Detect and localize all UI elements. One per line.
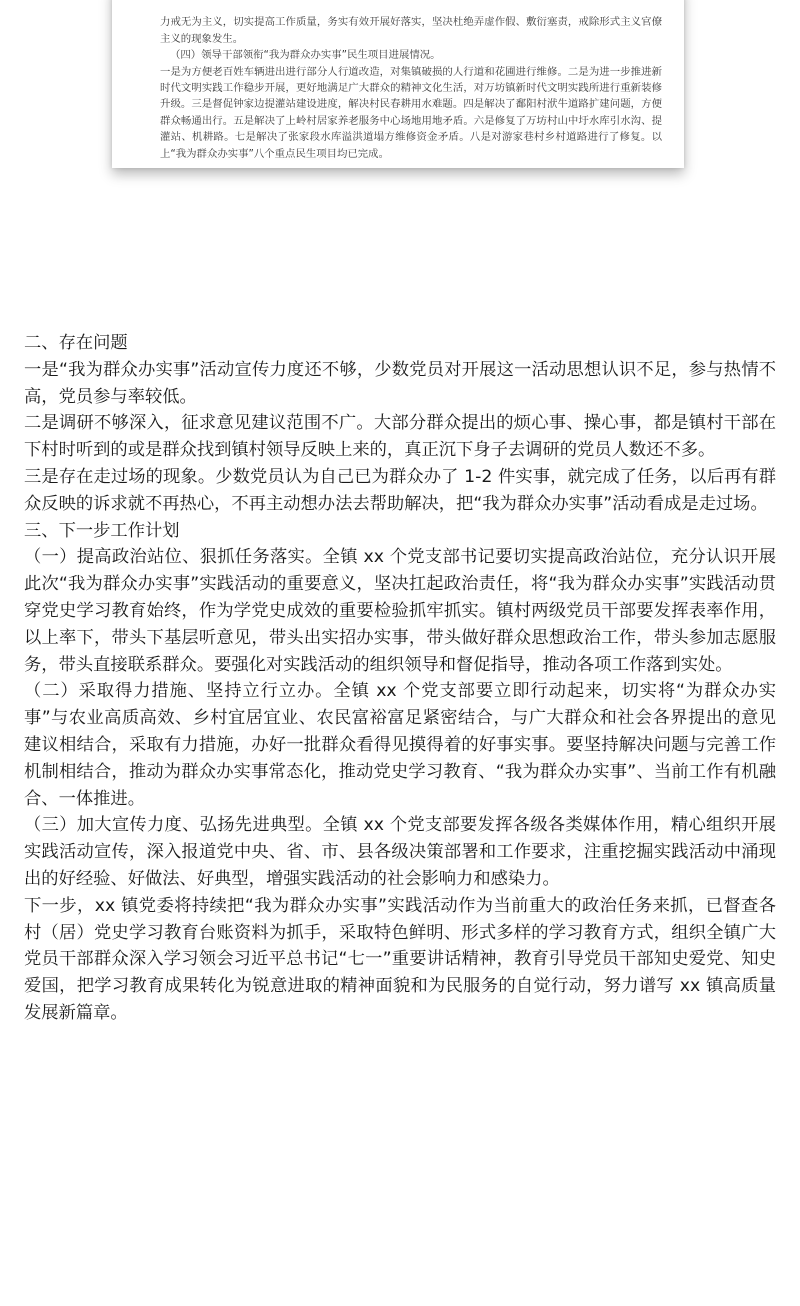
paragraph-problem-2: 二是调研不够深入，征求意见建议范围不广。大部分群众提出的烦心事、操心事，都是镇村干部在下村时听到的或是群众找到镇村领导反映上来的，真正沉下身子去调研的党员人数还不多。 — [24, 413, 776, 461]
preview-body: 一是为方便老百姓车辆进出进行部分人行道改造，对集镇破损的人行道和花圃进行维修。二是为进一步推进新时代文明实践工作稳步开展，更好地满足广大群众的精神文化生活，对万坊镇新时代文明实践所进行重新装修升级。三是督促钟家边提灌站建设进度，解决村民春耕用水难题。四是解决了鄱阳村洑牛道路扩建问题，方便群众畅通出行。五是解决了上岭村居家养老服务中心场地用地矛盾。六是修复了万坊村山中圩水库引水沟、提灌站、机耕路。七是解决了张家段水库溢洪道塌方维修资金矛盾。八是对游家巷村乡村道路进行了修复。以上“我为群众办实事”八个重点民生项目均已完成。 — [160, 65, 662, 160]
paragraph-problem-3: 三是存在走过场的现象。少数党员认为自己已为群众办了 1-2 件实事，就完成了任务，以后再有群众反映的诉求就不再热心，不再主动想办法去帮助解决，把“我为群众办实事”活动看成是走过场。 — [24, 466, 776, 514]
preview-cut-line: 力戒无为主义，切实提高工作质量，务实有效开展好落实，坚决杜绝弄虚作假、敷衍塞责，戒除形式主义官僚主义的现象发生。 — [160, 16, 662, 45]
paragraph-problem-1: 一是“我为群众办实事”活动宣传力度还不够，少数党员对开展这一活动思想认识不足，参与热情不高，党员参与率较低。 — [24, 359, 776, 407]
preview-subheading: （四）领导干部领衔“我为群众办实事”民生项目进展情况。 — [170, 49, 441, 62]
section-heading-plan: 三、下一步工作计划 — [24, 520, 180, 541]
paragraph-plan-1: （一）提高政治站位、狠抓任务落实。全镇 xx 个党支部书记要切实提高政治站位，充分认识开展此次“我为群众办实事”实践活动的重要意义，坚决扛起政治责任，将“我为群众办实事”实践活动贯穿党史学习教育始终，作为学党史成效的重要检验抓牢抓实。镇村两级党员干部要发挥表率作用，以上率下，带头下基层听意见，带头出实招办实事，带头做好群众思想政治工作，带头参加志愿服务，带头直接联系群众。要强化对实践活动的组织领导和督促指导，推动各项工作落到实处。 — [24, 547, 776, 675]
paragraph-plan-2: （二）采取得力措施、坚持立行立办。全镇 xx 个党支部要立即行动起来，切实将“为群众办实事”与农业高质高效、乡村宜居宜业、农民富裕富足紧密结合，与广大群众和社会各界提出的意见建议相结合，采取有力措施，办好一批群众看得见摸得着的好事实事。要坚持解决问题与完善工作机制相结合，推动为群众办实事常态化，推动党史学习教育、“我为群众办实事”、当前工作有机融合、一体推进。 — [24, 681, 776, 809]
section-heading-problems: 二、存在问题 — [24, 333, 128, 353]
paragraph-conclusion: 下一步，xx 镇党委将持续把“我为群众办实事”实践活动作为当前重大的政治任务来抓，已督查各村（居）党史学习教育台账资料为抓手，采取特色鲜明、形式多样的学习教育方式，组织全镇广大党员干部群众深入学习领会习近平总书记“七一”重要讲话精神，教育引导党员干部知史爱党、知史爱国，把学习教育成果转化为锐意进取的精神面貌和为民服务的自觉行动，努力谱写 xx 镇高质量发展新篇章。 — [24, 895, 776, 1023]
preview-text-block — [160, 14, 662, 162]
paragraph-plan-3: （三）加大宣传力度、弘扬先进典型。全镇 xx 个党支部要发挥各级各类媒体作用，精心组织开展实践活动宣传，深入报道党中央、省、市、县各级决策部署和工作要求，注重挖掘实践活动中涌现出的好经验、好做法、好典型，增强实践活动的社会影响力和感染力。 — [24, 815, 776, 889]
document-page-preview — [112, 0, 684, 168]
main-document-text — [24, 330, 776, 1027]
